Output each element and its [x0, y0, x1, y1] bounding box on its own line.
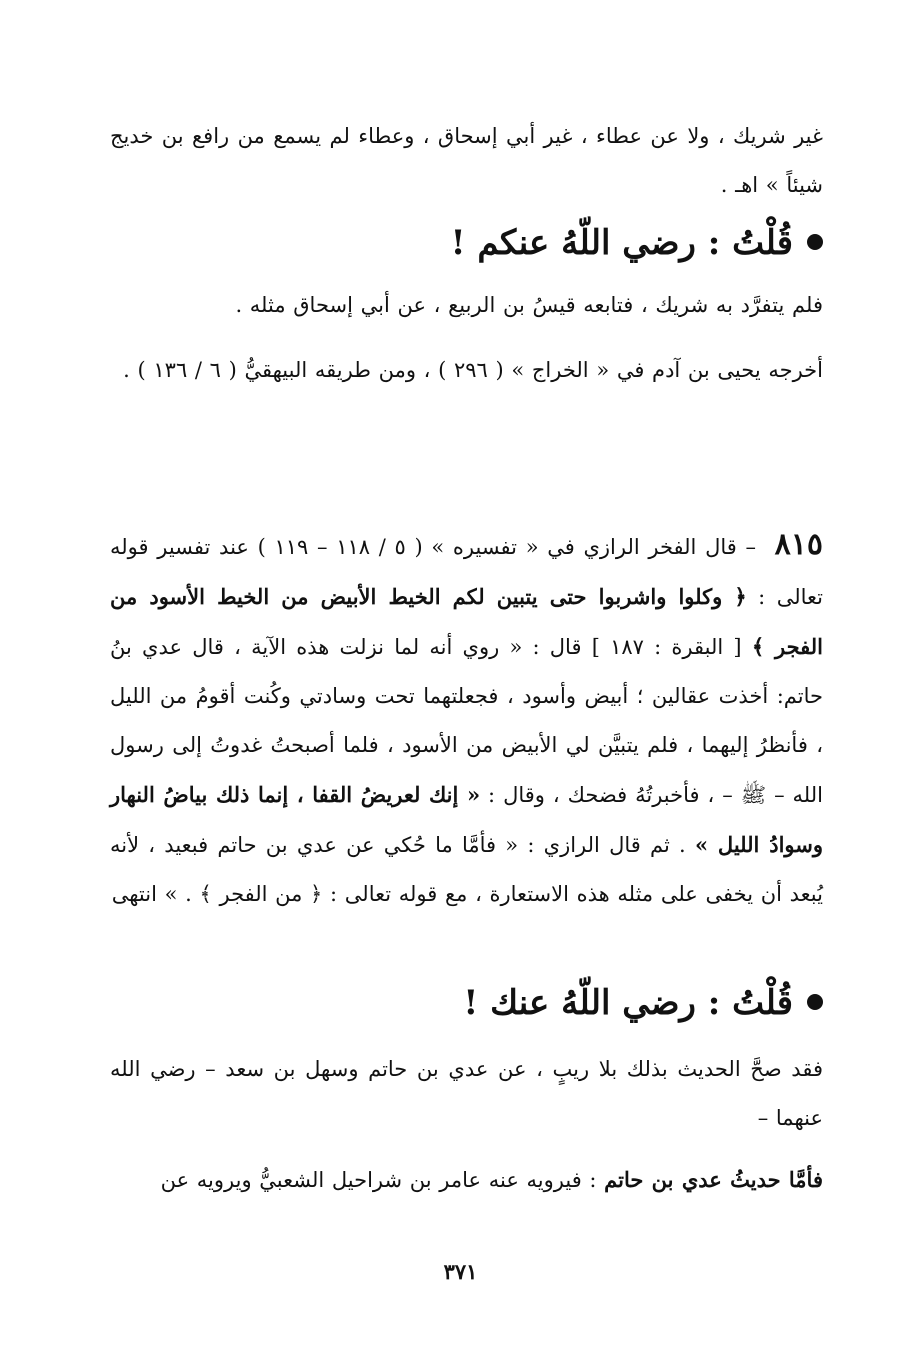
- paragraph-continuation: غير شريك ، ولا عن عطاء ، غير أبي إسحاق ، وعطاء لم يسمع من رافع بن خديج شيئاً » اهـ .: [110, 124, 823, 197]
- text-segment: – قال الفخر الرازي في « تفسيره » ( ٥ / ١١٨ – ١١٩ ) عند تفسير قوله تعالى :: [110, 535, 823, 609]
- text-segment: : فيرويه عنه عامر بن شراحيل الشعبيُّ ويرويه عن: [160, 1168, 605, 1192]
- text-segment: [ البقرة : ١٨٧ ] قال : « روي أنه لما نزلت هذه الآية ، قال عدي بنُ حاتم: أخذت عقالين ؛ أبيض وأسود ، فجعلتهما تحت وسادتي وكُنت أقومُ من الليل ، فأنظرُ إليهما ، فلم يتبيَّن لي الأبيض من الأسود ، فلما أصبحتُ غدوتُ إلى رسول الله – ﷺ – ، فأخبرتُهُ فضحك ، وقال :: [110, 635, 823, 807]
- entry-number: ٨١٥: [774, 527, 823, 562]
- heading-qultu-2: [463, 978, 823, 1028]
- paragraph-sahha: فقد صحَّ الحديث بذلك بلا ريبٍ ، عن عدي بن حاتم وسهل بن سعد – رضي الله عنهما –: [110, 1057, 823, 1130]
- paragraph-adi-hadith: [110, 1155, 823, 1205]
- paragraph-takhrij: أخرجه يحيى بن آدم في « الخراج » ( ٢٩٦ ) ، ومن طريقه البيهقيُّ ( ٦ / ١٣٦ ) .: [123, 358, 823, 382]
- bullet-icon: [807, 994, 823, 1010]
- paragraph-815: [110, 520, 823, 919]
- quran-verse: ﴿ وكلوا واشربوا حتى يتبين لكم الخيط الأبيض من الخيط الأسود من الفجر ﴾: [110, 584, 823, 659]
- heading-text: قُلْتُ : رضي اللّهُ عنك !: [463, 983, 793, 1023]
- hadith-quote: « إنك لعريضُ القفا ، إنما ذلك بياضُ النهار وسوادُ الليل »: [110, 782, 823, 857]
- heading-qultu-1: [451, 218, 823, 268]
- text-segment: . ثم قال الرازي : « فأمَّا ما حُكي عن عدي بن حاتم فبعيد ، لأنه يُبعد أن يخفى على مثله هذه الاستعارة ، مع قوله تعالى : ﴿ من الفجر ﴾ . » انتهى: [110, 833, 823, 906]
- bullet-icon: [807, 234, 823, 250]
- heading-text: قُلْتُ : رضي اللّهُ عنكم !: [450, 223, 793, 263]
- subheading-inline: فأمَّا حديثُ عدي بن حاتم: [604, 1167, 823, 1192]
- page-number: ٣٧١: [443, 1259, 478, 1284]
- paragraph-mutaba: فلم يتفرَّد به شريك ، فتابعه قيسُ بن الربيع ، عن أبي إسحاق مثله .: [235, 293, 823, 317]
